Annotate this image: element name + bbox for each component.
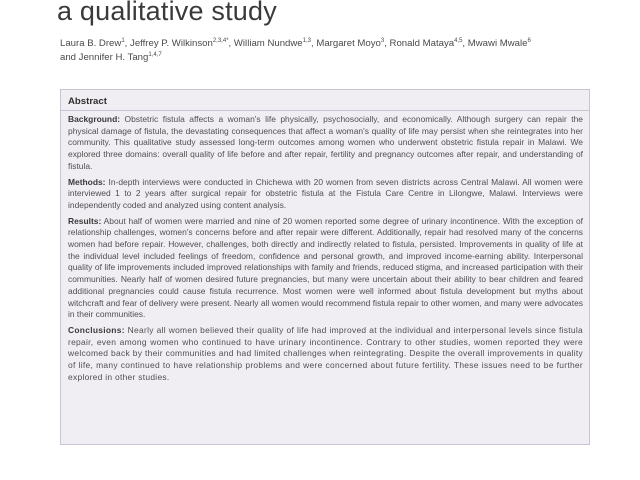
author[interactable] — [60, 52, 162, 63]
author[interactable] — [390, 38, 468, 49]
author-affiliation: 4,5 — [454, 38, 463, 44]
author[interactable] — [60, 38, 130, 49]
author-list — [60, 37, 600, 65]
conclusions-label: Conclusions: — [68, 324, 125, 335]
author-separator: , — [124, 38, 131, 49]
author-separator: , — [228, 38, 234, 49]
methods-text: In-depth interviews were conducted in Chichewa with 20 women from seven districts across Central Malawi. All women were interviewed 1 to 2 years after surgical repair for obstetric fistula at the Fistula Care Centre in Lilongwe, Malawi. Interviews were independently coded and analyzed using content analysis. — [68, 176, 583, 210]
author-affiliation: 1 — [121, 38, 125, 44]
author-affiliation: 2,3,4* — [212, 38, 229, 44]
author-name: Mwawi Mwale — [467, 38, 528, 49]
author-affiliation: 1,3 — [302, 38, 311, 44]
author[interactable] — [130, 38, 234, 49]
author-separator: , — [311, 38, 317, 49]
author-affiliation: 3 — [380, 38, 385, 44]
author-name: Laura B. Drew — [60, 38, 122, 49]
author-name: Margaret Moyo — [316, 38, 381, 49]
background-text: Obstetric fistula affects a woman's life physically, psychosocially, and economically. Although surgery can repair the physical damage of fistula, the devastating consequences that affect a woman's quality of life may persist when she reintegrates into her community. This qualitative study assessed long-term outcomes among women who underwent obstetric fistula repair in Malawi. We explored three domains: overall quality of life before and after repair, fertility and pregnancy outcomes after repair, and understanding of fistula. — [68, 114, 583, 171]
author-separator: , — [384, 38, 390, 49]
conclusions-text: Nearly all women believed their quality of life had improved at the individual and interpersonal levels since fistula repair, even among women who continued to have urinary incontinence. Contrary to other studies, women reported they were welcomed back by their communities and had limited challenges when reintegrating. Despite the overall improvements in quality of life, many continued to have relationship problems and were concerned about future fertility. These issues need to be further explored in other studies. — [68, 324, 583, 382]
author-affiliation: 1,4,7 — [148, 52, 162, 58]
background-label: Background: — [68, 114, 121, 124]
abstract-conclusions — [68, 325, 583, 384]
author[interactable] — [234, 38, 316, 49]
author-separator: , — [462, 38, 468, 49]
abstract-box — [60, 89, 590, 445]
author-affiliation: 6 — [527, 38, 531, 44]
methods-label: Methods: — [68, 176, 106, 187]
abstract-results — [68, 216, 583, 321]
results-label: Results: — [68, 215, 102, 226]
results-text: About half of women were married and nine of 20 women reported some degree of urinary incontinence. With the exception of relationship challenges, women's concerns before and after repair were different. Additionally, repair had resolved many of the concerns women had before repair. However, challenges, both directly and indirectly related to fistula, persisted. Improvements in quality of life at the individual level included feelings of freedom, confidence and personal growth, and improved income-earning ability. Interpersonal quality of life improvements included improved relationships with family and friends, reduced stigma, and increased participation with their communities. Nearly half of women desired future pregnancies, but many were uncertain about their ability to bear children and feared additional pregnancies could cause fistula recurrence. Most women were well informed about fistula development but myths about witchcraft and fear of delivery were present. Nearly all women would recommend fistula repair to other women, and many were advocates in their communities. — [68, 215, 583, 320]
abstract-background — [68, 114, 583, 173]
abstract-heading: Abstract — [68, 96, 107, 107]
author[interactable] — [316, 38, 389, 49]
abstract-divider — [61, 110, 589, 111]
paper-title: a qualitative study — [57, 0, 277, 26]
author-name: and Jennifer H. Tang — [60, 52, 149, 63]
author[interactable] — [468, 38, 531, 49]
abstract-methods — [68, 177, 583, 212]
author-name: William Nundwe — [233, 38, 303, 49]
author-name: Ronald Mataya — [389, 38, 455, 49]
author-name: Jeffrey P. Wilkinson — [130, 38, 213, 49]
